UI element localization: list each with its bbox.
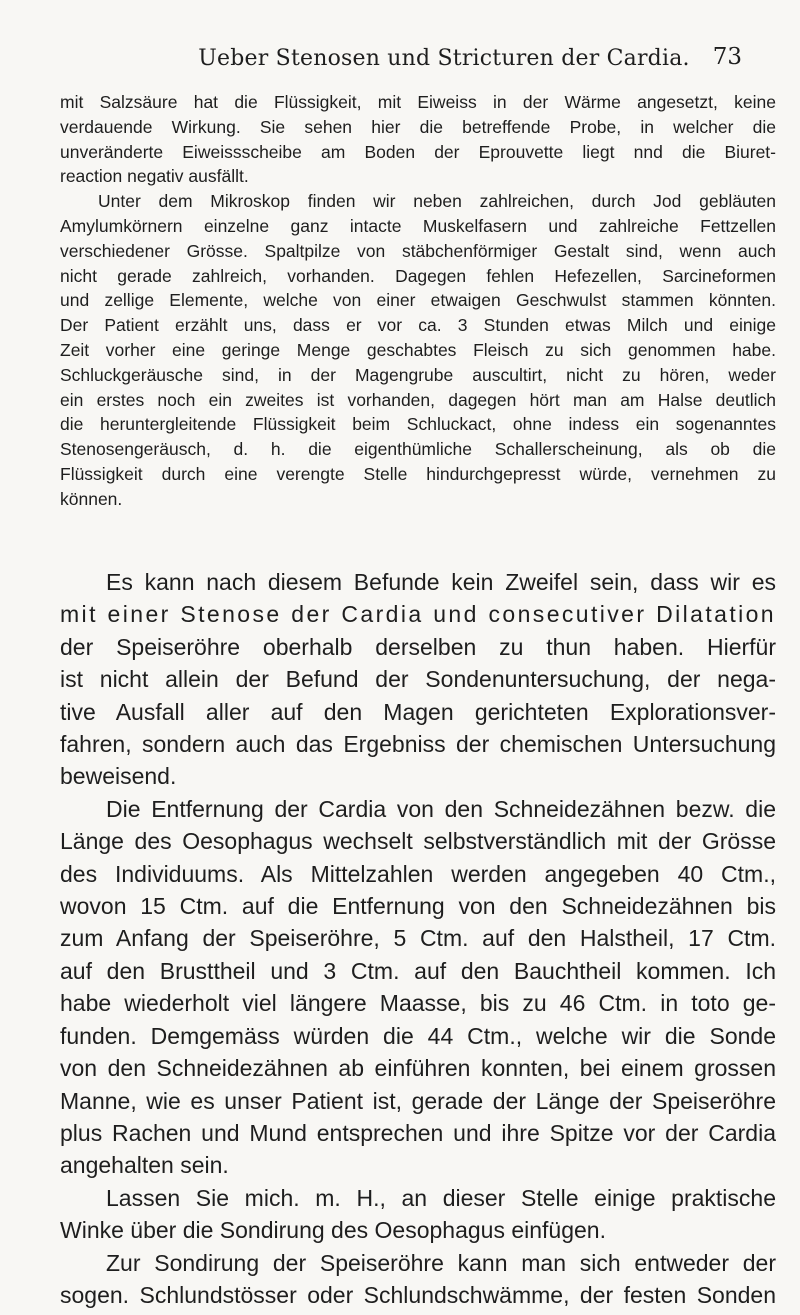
paragraph-microscope <box>60 189 776 511</box>
text-line: tive Ausfall aller auf den Magen gerichteten Explorationsver- <box>60 698 776 725</box>
text-line: auf den Brusttheil und 3 Ctm. auf den Bauchtheil kommen. Ich <box>60 957 776 984</box>
text-line: Schluckgeräusche sind, in der Magengrube auscultirt, nicht zu hören, weder <box>60 364 776 385</box>
running-title: Ueber Stenosen und Stricturen der Cardia. <box>198 46 690 71</box>
text-line: plus Rachen und Mund entsprechen und ihre Spitze vor der Cardia <box>60 1119 776 1146</box>
text-line: ist nicht allein der Befund der Sondenuntersuchung, der nega- <box>60 666 776 693</box>
paragraph-diagnosis <box>60 566 776 793</box>
page-number: 73 <box>712 44 742 70</box>
text-line: Zur Sondirung der Speiseröhre kann man sich entweder der <box>106 1249 776 1276</box>
text-line: die heruntergleitende Flüssigkeit beim Schluckact, ohne indess ein sogenanntes <box>60 414 776 435</box>
main-text-section <box>60 566 776 1311</box>
running-head <box>96 40 742 80</box>
text-line: von den Schneidezähnen ab einführen konnten, bei einem grossen <box>60 1055 776 1082</box>
text-line: ein erstes noch ein zweites ist vorhanden, dagegen hört man am Halse deutlich <box>60 389 776 410</box>
small-print-section <box>60 90 776 512</box>
text-line: sogen. Schlundstösser oder Schlundschwämme, der festen Sonden <box>60 1281 776 1308</box>
paragraph-stomach-test <box>60 90 776 189</box>
text-line: Zeit vorher eine geringe Menge geschabtes Fleisch zu sich genommen habe. <box>60 339 776 360</box>
text-line: nicht gerade zahlreich, vorhanden. Dagegen fehlen Hefezellen, Sarcineformen <box>60 265 776 286</box>
emphasized-text-line: der Speiseröhre oberhalb derselben zu thun haben. Hierfür <box>60 633 776 660</box>
text-line: Die Entfernung der Cardia von den Schneidezähnen bezw. die <box>106 795 776 822</box>
text-line: Stenosengeräusch, d. h. die eigenthümliche Schallerscheinung, als ob die <box>60 439 776 460</box>
text-line: Amylumkörnern einzelne ganz intacte Muskelfasern und zahlreiche Fettzellen <box>60 215 776 236</box>
text-line: Es kann nach diesem Befunde kein Zweifel sein, dass wir es <box>106 569 776 595</box>
text-line: Manne, wie es unser Patient ist, gerade der Länge der Speiseröhre <box>60 1087 776 1114</box>
text-line: reaction negativ ausfällt. <box>60 166 249 187</box>
text-line: Der Patient erzählt uns, dass er vor ca. 3 Stunden etwas Milch und einige <box>60 315 776 336</box>
paragraph-probing <box>60 1247 776 1312</box>
text-line: Lassen Sie mich. m. H., an dieser Stelle einige praktische <box>106 1184 776 1211</box>
text-line: Länge des Oesophagus wechselt selbstverständlich mit der Grösse <box>60 828 776 855</box>
text-line: Flüssigkeit durch eine verengte Stelle hindurchgepresst würde, vernehmen zu <box>60 463 776 484</box>
text-line: unveränderte Eiweissscheibe am Boden der Eprouvette liegt nnd die Biuret- <box>60 141 776 162</box>
text-line: Unter dem Mikroskop finden wir neben zahlreichen, durch Jod gebläuten <box>98 191 776 212</box>
text-line: verschiedener Grösse. Spaltpilze von stäbchenförmiger Gestalt sind, wenn auch <box>60 240 776 261</box>
text-line: mit Salzsäure hat die Flüssigkeit, mit Eiweiss in der Wärme angesetzt, keine <box>60 92 776 112</box>
text-line: Winke über die Sondirung des Oesophagus einfügen. <box>60 1217 606 1244</box>
text-line: angehalten sein. <box>60 1152 229 1179</box>
emphasized-text-line: mit einer Stenose der Cardia und consecutiver Dilatation <box>60 601 776 628</box>
paragraph-hints <box>60 1182 776 1247</box>
text-line: beweisend. <box>60 763 177 790</box>
text-line: fahren, sondern auch das Ergebniss der chemischen Untersuchung <box>60 731 776 758</box>
text-line: wovon 15 Ctm. auf die Entfernung von den Schneidezähnen bis <box>60 893 776 920</box>
text-line: habe wiederholt viel längere Maasse, bis zu 46 Ctm. in toto ge- <box>60 990 776 1017</box>
text-line: verdauende Wirkung. Sie sehen hier die betreffende Probe, in welcher die <box>60 116 776 137</box>
text-line: funden. Demgemäss würden die 44 Ctm., welche wir die Sonde <box>60 1022 776 1049</box>
text-line: zum Anfang der Speiseröhre, 5 Ctm. auf den Halstheil, 17 Ctm. <box>60 925 776 952</box>
paragraph-oesophagus-length <box>60 793 776 1182</box>
text-line: und zellige Elemente, welche von einer etwaigen Geschwulst stammen könnten. <box>60 290 776 311</box>
text-line: können. <box>60 488 123 509</box>
text-line: des Individuums. Als Mittelzahlen werden angegeben 40 Ctm., <box>60 860 776 887</box>
